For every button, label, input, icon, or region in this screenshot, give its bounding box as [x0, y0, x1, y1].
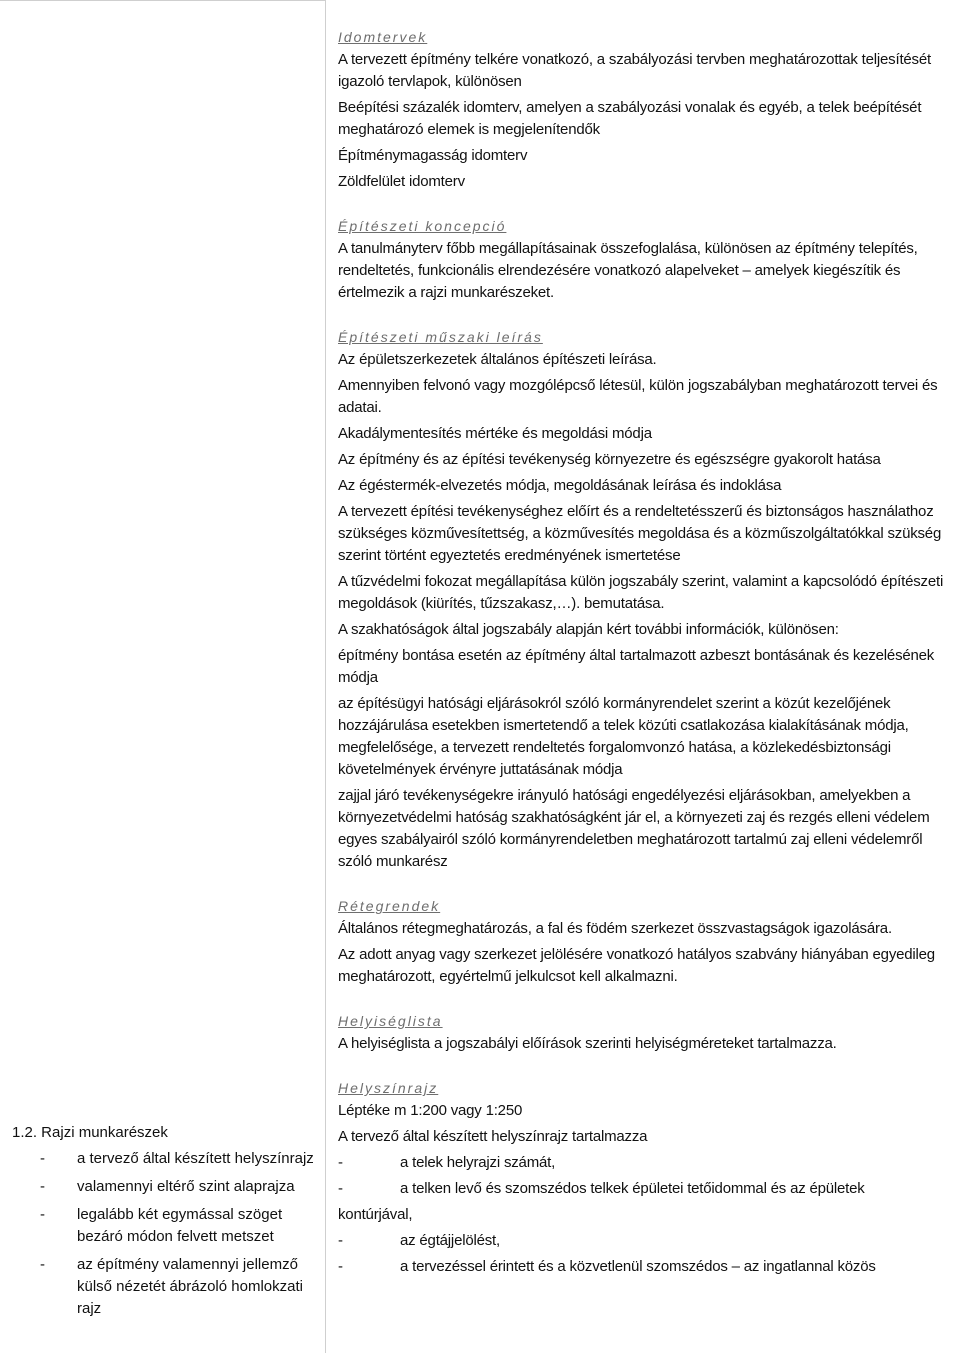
paragraph: Építménymagasság idomterv	[338, 147, 528, 164]
section-heading: Rétegrendek	[338, 898, 441, 914]
section-heading: Idomtervek	[338, 29, 428, 45]
list-item-text: legalább két egymással szöget bezáró módon felvett metszet	[77, 1206, 283, 1245]
rajzi-munkareszek-title: 1.2. Rajzi munkarészek	[12, 1124, 168, 1141]
list-item-text: az építmény valamennyi jellemző külső nézetét ábrázoló homlokzati rajz	[77, 1256, 303, 1317]
paragraph: Az adott anyag vagy szerkezet jelölésére vonatkozó hatályos szabvány hiányában egyedileg meghatározott, egyértelmű jelkulcsot kell alkalmazni.	[338, 946, 935, 985]
paragraph: A tervezett építmény telkére vonatkozó, a szabályozási tervben meghatározottak teljesítését igazoló tervlapok, különösen	[338, 51, 931, 90]
list-item-text: a tervező által készített helyszínrajz	[77, 1150, 314, 1167]
list-item	[338, 1230, 950, 1252]
list-item-text: az égtájjelölést,	[400, 1232, 500, 1249]
list-dash: -	[40, 1256, 45, 1273]
list-item-text: a telek helyrajzi számát,	[400, 1154, 556, 1171]
paragraph: Akadálymentesítés mértéke és megoldási módja	[338, 425, 652, 442]
list-dash: -	[40, 1206, 45, 1223]
list-dash: -	[40, 1150, 45, 1167]
rajzi-munkareszek-list	[40, 1148, 325, 1326]
paragraph: Az égéstermék-elvezetés módja, megoldásának leírása és indoklása	[338, 477, 782, 494]
list-item	[40, 1254, 325, 1320]
list-dash: -	[338, 1180, 343, 1197]
section-heading: Építészeti koncepció	[338, 218, 507, 234]
paragraph: A tervezett építési tevékenységhez előírt és a rendeltetésszerű és biztonságos használathoz szükséges közművesítettség, a közművesítés megoldása és a közműszolgáltatókkal szükség szerint történt egyeztetés eredményének ismertetése	[338, 503, 942, 564]
list-item	[40, 1204, 325, 1248]
list-dash: -	[40, 1178, 45, 1195]
list-dash: -	[338, 1258, 343, 1275]
list-item-text: valamennyi eltérő szint alaprajza	[77, 1178, 295, 1195]
section-koncepcio	[338, 215, 950, 304]
list-dash: -	[338, 1154, 343, 1171]
section-heading: Építészeti műszaki leírás	[338, 329, 543, 345]
section-retegrendek	[338, 895, 950, 988]
list-item	[338, 1178, 950, 1200]
list-item	[40, 1176, 325, 1198]
paragraph: zajjal járó tevékenységekre irányuló hatósági engedélyezési eljárásokban, amelyekben a környezetvédelmi hatóság szakhatóságként jár el, a környezeti zaj és rezgés elleni védelem egyes szabályairól szóló kormányrendeletben meghatározott tartalmú zaj elleni védelemről szóló munkarész	[338, 787, 930, 870]
section-heading: Helyszínrajz	[338, 1080, 439, 1096]
paragraph: A helyiséglista a jogszabályi előírások szerinti helyiségméreteket tartalmazza.	[338, 1035, 837, 1052]
list-item-text: a telken levő és szomszédos telkek épületei tetőidommal és az épületek	[400, 1180, 865, 1197]
section-helyiseglista	[338, 1010, 950, 1055]
paragraph: az építésügyi hatósági eljárásokról szóló kormányrendelet szerint a közút kezelőjének hozzájárulása esetekben ismertetendő a telek közúti csatlakozása kialakításának módja, megfelelősége, a tervezett rendeltetés forgalomvonzó hatása, a közlekedésbiztonsági követelmények érvényre juttatásának módja	[338, 695, 909, 778]
list-item-text: a tervezéssel érintett és a közvetlenül szomszédos – az ingatlannal közös	[400, 1258, 876, 1275]
paragraph: Zöldfelület idomterv	[338, 173, 465, 190]
right-column	[338, 26, 950, 1300]
paragraph: Léptéke m 1:200 vagy 1:250	[338, 1102, 523, 1119]
list-dash: -	[338, 1232, 343, 1249]
paragraph: A tanulmányterv főbb megállapításainak összefoglalása, különösen az építmény telepítés, rendeltetés, funkcionális elrendezésére vonatkozó alapelveket – amelyek kiegészítik és értelmezik a rajzi munkarészeket.	[338, 240, 918, 301]
paragraph: Az építmény és az építési tevékenység környezetre és egészségre gyakorolt hatása	[338, 451, 881, 468]
paragraph: Beépítési százalék idomterv, amelyen a szabályozási vonalak és egyéb, a telek beépítését meghatározó elemek is megjelenítendők	[338, 99, 922, 138]
paragraph: Az épületszerkezetek általános építészeti leírása.	[338, 351, 657, 368]
paragraph: Általános rétegmeghatározás, a fal és födém szerkezet összvastagságok igazolására.	[338, 920, 892, 937]
left-column	[0, 0, 326, 1353]
list-item	[338, 1152, 950, 1174]
list-item-continuation: kontúrjával,	[338, 1206, 413, 1223]
section-muszaki-leiras	[338, 326, 950, 873]
list-item	[40, 1148, 325, 1170]
paragraph: A szakhatóságok által jogszabály alapján kért további információk, különösen:	[338, 621, 839, 638]
section-heading: Helyiséglista	[338, 1013, 443, 1029]
paragraph: A tűzvédelmi fokozat megállapítása külön jogszabály szerint, valamint a kapcsolódó építészeti megoldások (kiürítés, tűzszakasz,…). bemutatása.	[338, 573, 944, 612]
paragraph: A tervező által készített helyszínrajz tartalmazza	[338, 1128, 648, 1145]
paragraph: építmény bontása esetén az építmény által tartalmazott azbeszt bontásának és kezelésének módja	[338, 647, 935, 686]
list-item	[338, 1256, 950, 1278]
paragraph: Amennyiben felvonó vagy mozgólépcső létesül, külön jogszabályban meghatározott tervei és adatai.	[338, 377, 938, 416]
section-helyszinrajz	[338, 1077, 950, 1278]
section-idomtervek	[338, 26, 950, 193]
